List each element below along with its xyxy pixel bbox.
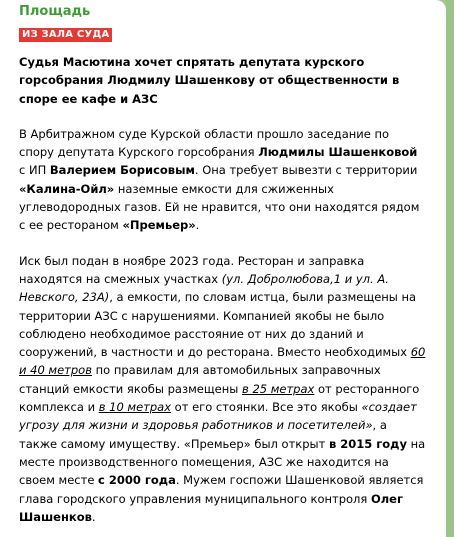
- p1-text-3: . Она требует вывезти с территории: [194, 163, 418, 178]
- message-paragraph-2: [19, 252, 427, 526]
- p2-bold-year-2000: с 2000 года: [98, 473, 176, 488]
- p1-bold-name: Людмилы Шашенковой: [258, 145, 418, 160]
- category-badge: ИЗ ЗАЛА СУДА: [19, 28, 112, 42]
- p1-bold-company: «Калина-Ойл»: [19, 181, 115, 196]
- p2-bold-husband-name: Олег Шашенков: [19, 491, 403, 524]
- p2-text-1: Иск был подан в ноябре 2023 года. Ресторан и заправка находятся на смежных участках: [19, 253, 365, 286]
- p1-bold-ip: Валерием Борисовым: [49, 163, 195, 178]
- p2-text-7: на месте производственного помещения, АЗС же находится на своем месте: [19, 436, 426, 488]
- p2-text-3: по правилам для автомобильных заправочных станций емкости якобы размещены: [19, 363, 381, 396]
- p2-underlined-distance-2: в 25 метрах: [242, 381, 315, 396]
- channel-name[interactable]: Площадь: [19, 4, 91, 19]
- p1-text-1: В Арбитражном суде Курской области прошло заседание по спору депутата Курского горсобрания: [19, 126, 390, 160]
- p1-text-2: с ИП: [19, 163, 50, 178]
- p2-text-9: .: [91, 509, 96, 524]
- p2-text-2: , а емкости, по словам истца, были размещены на территории АЗС с нарушениями. Компанией якобы не было соблюдено необходимое расстояние от них до зданий и сооружений, в частности и до ресторана. Вместо необходимых: [19, 290, 417, 360]
- p2-text-5: от его стоянки. Все это якобы: [171, 400, 362, 415]
- p1-text-5: .: [195, 218, 200, 233]
- chat-background-strip: [446, 0, 454, 537]
- p1-text-4: наземные емкости для сжиженных углеводородных газов. Ей не нравится, что они находятся рядом с ее рестораном: [19, 181, 420, 233]
- p2-underlined-distance-1: 60 и 40 метров: [19, 345, 426, 378]
- p2-bold-year-2015: в 2015 году: [328, 436, 407, 451]
- p2-text-4: от ресторанного комплекса и: [19, 381, 420, 415]
- message-paragraph-1: [19, 125, 427, 235]
- p2-underlined-distance-3: в 10 метрах: [98, 400, 172, 415]
- p2-text-6: , а также самому имуществу. «Премьер» был открыт: [19, 418, 387, 451]
- p2-italic-quote: «создает угрозу для жизни и здоровья работников и посетителей»: [19, 400, 417, 433]
- p2-text-8: . Мужем госпожи Шашенковой является глава городского управления муниципального контроля: [19, 473, 424, 506]
- message-headline: Судья Масютина хочет спрятать депутата курского горсобрания Людмилу Шашенкову от общественности в споре ее кафе и АЗС: [19, 55, 400, 106]
- p1-bold-restaurant: «Премьер»: [122, 218, 196, 233]
- p2-italic-address: (ул. Добролюбова,1 и ул. А. Невского, 23А): [19, 271, 389, 305]
